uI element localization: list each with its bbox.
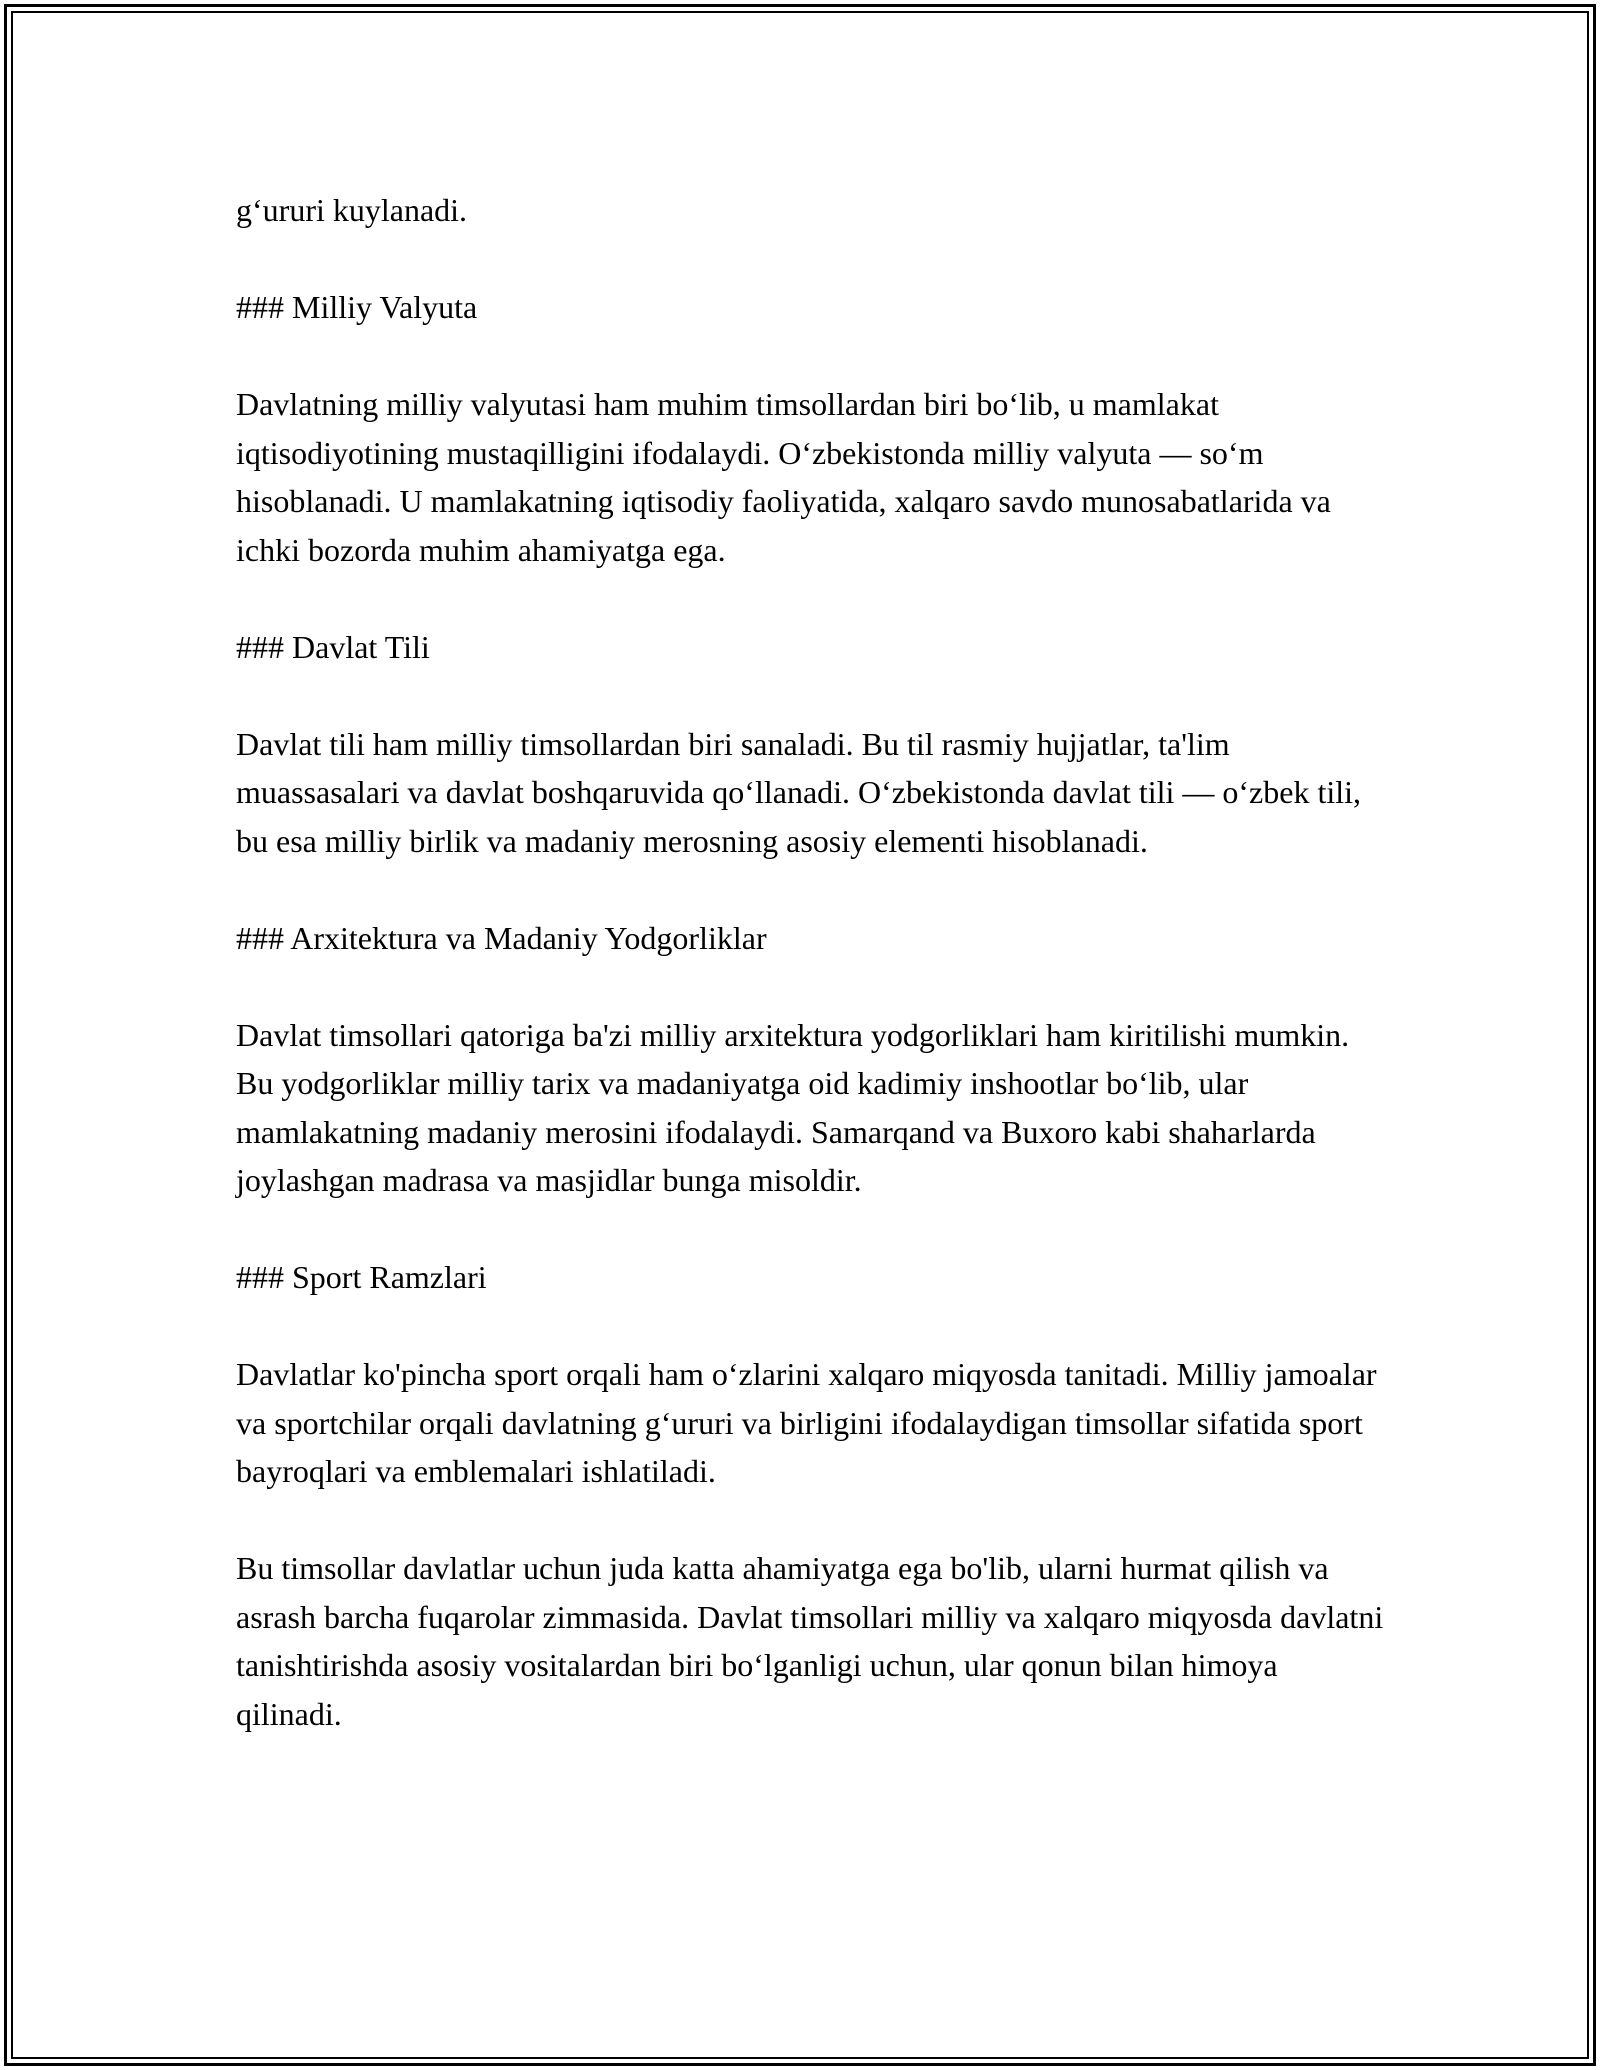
- paragraph-arxitektura: Davlat timsollari qatoriga ba'zi milliy arxitektura yodgorliklari ham kiritilishi mumkin. Bu yodgorliklar milliy tarix va madaniyatga oid kadimiy inshootlar bo‘lib, ular mamlakatning madaniy merosini ifodalaydi. Samarqand va Buxoro kabi shaharlarda joylashgan madrasa va masjidlar bunga misoldir.: [236, 1016, 1350, 1198]
- paragraph-continuation: g‘ururi kuylanadi.: [236, 192, 468, 228]
- heading-arxitektura: ### Arxitektura va Madaniy Yodgorliklar: [236, 919, 767, 956]
- paragraph-davlat-tili: Davlat tili ham milliy timsollardan biri sanaladi. Bu til rasmiy hujjatlar, ta'lim muassasalari va davlat boshqaruvida qo‘llanadi. O‘zbekistonda davlat tili — o‘zbek tili, bu esa milliy birlik va madaniy merosning asosiy elementi hisoblanadi.: [236, 725, 1362, 859]
- document-body: [236, 186, 1386, 1787]
- heading-milliy-valyuta: ### Milliy Valyuta: [236, 289, 478, 325]
- heading-sport-ramzlari: ### Sport Ramzlari: [236, 1259, 487, 1295]
- paragraph-sport-ramzlari: Davlatlar ko'pincha sport orqali ham o‘zlarini xalqaro miqyosda tanitadi. Milliy jamoalar va sportchilar orqali davlatning g‘ururi va birligini ifodalaydigan timsollar sifatida sport bayroqlari va emblemalari ishlatiladi.: [236, 1356, 1377, 1489]
- paragraph-milliy-valyuta: Davlatning milliy valyutasi ham muhim timsollardan biri bo‘lib, u mamlakat iqtisodiyotining mustaqilligini ifodalaydi. O‘zbekistonda milliy valyuta — so‘m hisoblanadi. U mamlakatning iqtisodiy faoliyatida, xalqaro savdo munosabatlarida va ichki bozorda muhim ahamiyatga ega.: [236, 386, 1331, 568]
- paragraph-conclusion: Bu timsollar davlatlar uchun juda katta ahamiyatga ega bo'lib, ularni hurmat qilish va asrash barcha fuqarolar zimmasida. Davlat timsollari milliy va xalqaro miqyosda davlatni tanishtirishda asosiy vositalardan biri bo‘lganligi uchun, ular qonun bilan himoya qilinadi.: [236, 1550, 1384, 1732]
- heading-davlat-tili: ### Davlat Tili: [236, 628, 430, 665]
